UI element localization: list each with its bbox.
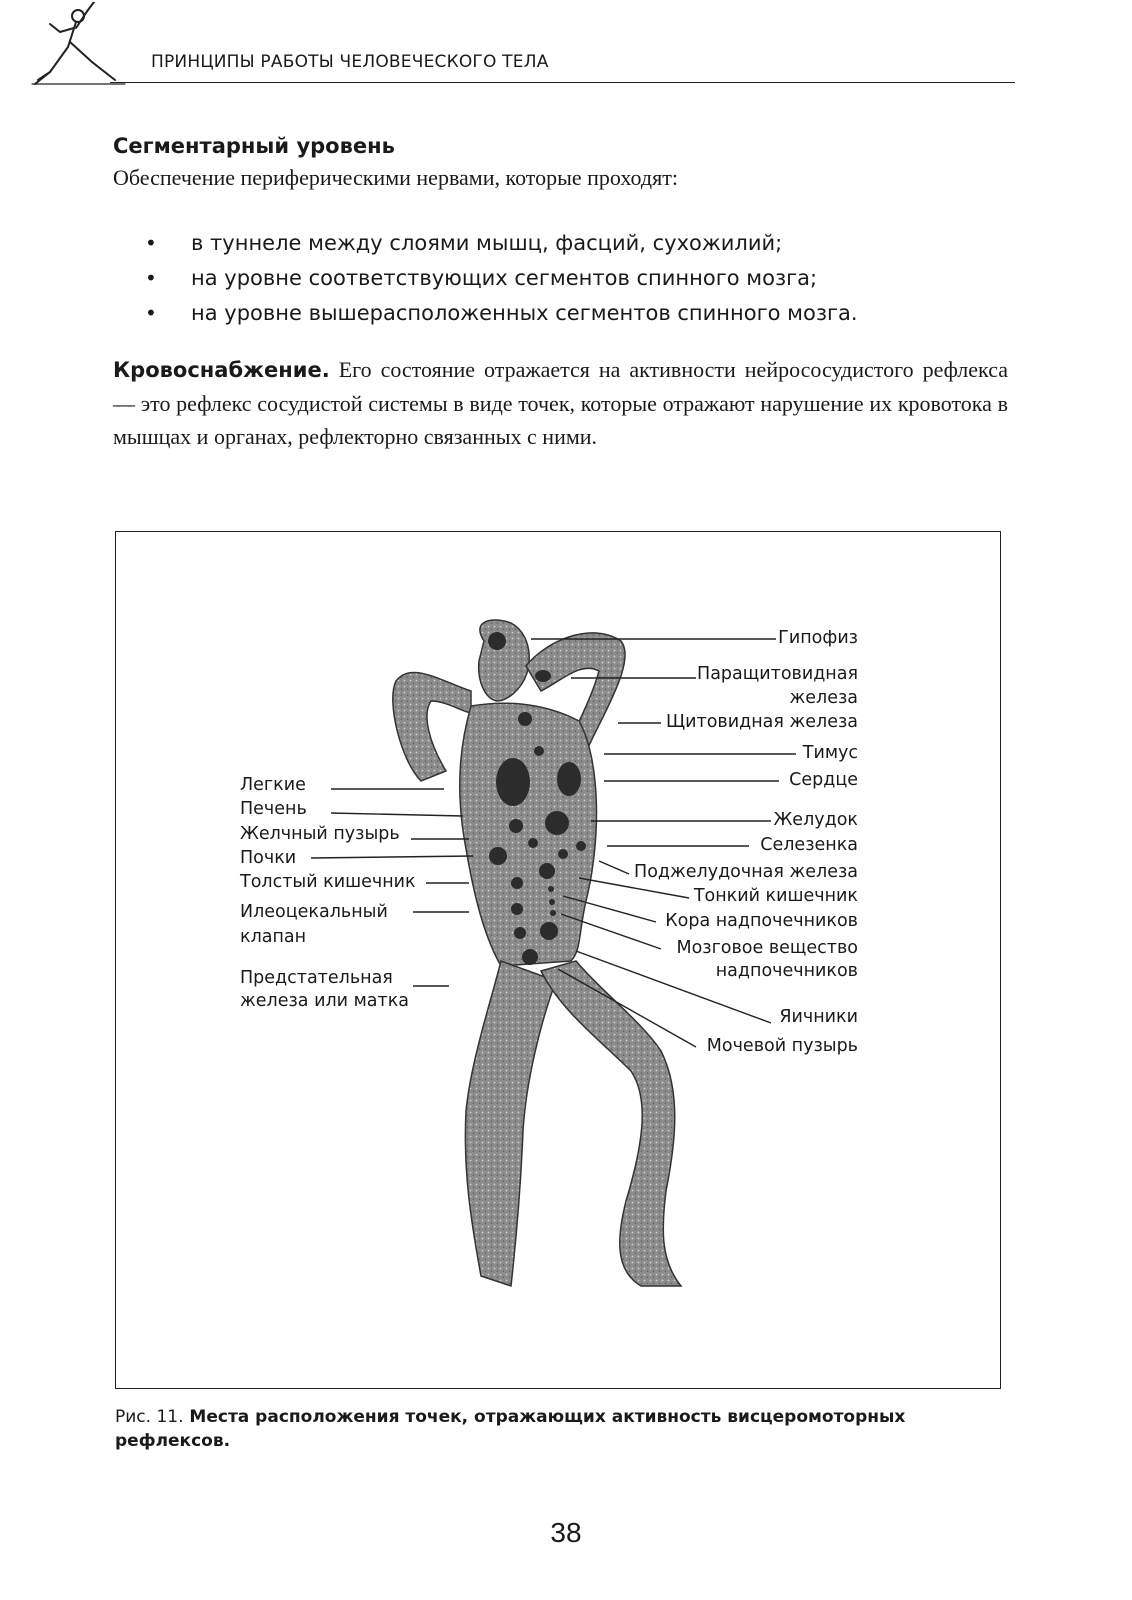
section-heading: Сегментарный уровень: [113, 134, 395, 158]
label-kidneys: Почки: [240, 848, 297, 868]
list-item: • на уровне соответствующих сегментов спинного мозга;: [145, 263, 858, 298]
label-thyroid: Щитовидная железа: [666, 712, 858, 732]
label-pituitary: Гипофиз: [778, 628, 858, 648]
label-stomach: Желудок: [773, 810, 858, 830]
label-small-intestine: Тонкий кишечник: [693, 886, 858, 906]
figure-frame: [115, 531, 1001, 1389]
bullet-icon: •: [145, 301, 157, 325]
reflex-point: [514, 927, 526, 939]
label-gallbladder: Желчный пузырь: [240, 824, 400, 844]
figure-caption: [115, 1405, 995, 1453]
label-parathyroid-1: Паращитовидная: [697, 664, 858, 684]
reflex-point: [509, 819, 523, 833]
label-ovaries: Яичники: [779, 1007, 858, 1027]
reflex-point: [549, 899, 555, 905]
reflex-point: [496, 758, 530, 806]
label-prostate-2: железа или матка: [240, 991, 409, 1011]
label-adrenal-cortex: Кора надпочечников: [665, 911, 858, 931]
label-lungs: Легкие: [240, 775, 306, 795]
reflex-point: [522, 949, 538, 965]
bullet-icon: •: [145, 231, 157, 255]
label-pancreas: Поджелудочная железа: [634, 862, 858, 882]
label-thymus: Тимус: [802, 743, 858, 763]
caption-title: Места расположения точек, отражающих активность висцеромоторных рефлексов.: [115, 1407, 906, 1451]
list-item: • в туннеле между слоями мышц, фасций, сухожилий;: [145, 228, 858, 263]
reflex-point: [550, 910, 556, 916]
reflex-point: [576, 841, 586, 851]
label-adrenal-medulla-2: надпочечников: [715, 961, 858, 981]
reflex-point: [558, 849, 568, 859]
reflex-point: [489, 847, 507, 865]
reflex-point: [545, 811, 569, 835]
reflex-point: [557, 762, 581, 796]
reflex-point: [540, 922, 558, 940]
reflex-point: [548, 886, 554, 892]
bullet-list: [145, 228, 858, 333]
caption-prefix: Рис. 11.: [115, 1407, 184, 1427]
reflex-point: [488, 632, 506, 650]
dancer-logo-icon: [30, 2, 130, 94]
list-item: • на уровне вышерасположенных сегментов спинного мозга.: [145, 298, 858, 333]
reflex-point: [539, 863, 555, 879]
label-ileocecal-valve-1: Илеоцекальный: [240, 902, 388, 922]
label-parathyroid-2: железа: [789, 688, 858, 708]
running-header: ПРИНЦИПЫ РАБОТЫ ЧЕЛОВЕЧЕСКОГО ТЕЛА: [151, 52, 549, 72]
label-spleen: Селезенка: [760, 835, 858, 855]
reflex-point: [528, 838, 538, 848]
label-prostate-1: Предстательная: [240, 968, 393, 988]
section-intro: Обеспечение периферическими нервами, которые проходят:: [113, 165, 678, 190]
reflex-point: [511, 903, 523, 915]
body-figure-illustration: [116, 532, 1002, 1390]
reflex-point: [535, 670, 551, 682]
reflex-point: [511, 877, 523, 889]
reflex-point: [518, 712, 532, 726]
label-ileocecal-valve-2: клапан: [240, 927, 307, 947]
paragraph-text: Его состояние отражается на активности нейрососудистого рефлекса — это рефлекс сосудистой системы в виде точек, которые отражают нарушение их кровотока в мышцах и органах, рефлекторно связанных с ними.: [113, 357, 1008, 449]
label-large-intestine: Толстый кишечник: [240, 872, 416, 892]
reflex-point: [534, 746, 544, 756]
header-rule: [110, 82, 1015, 83]
page-number: 38: [550, 1517, 582, 1548]
blood-supply-paragraph: [113, 353, 1008, 453]
label-liver: Печень: [240, 799, 307, 819]
paragraph-lead: Кровоснабжение.: [113, 358, 330, 382]
label-adrenal-medulla-1: Мозговое вещество: [676, 938, 858, 958]
label-heart: Сердце: [789, 770, 858, 790]
label-bladder: Мочевой пузырь: [706, 1036, 858, 1056]
bullet-icon: •: [145, 266, 157, 290]
